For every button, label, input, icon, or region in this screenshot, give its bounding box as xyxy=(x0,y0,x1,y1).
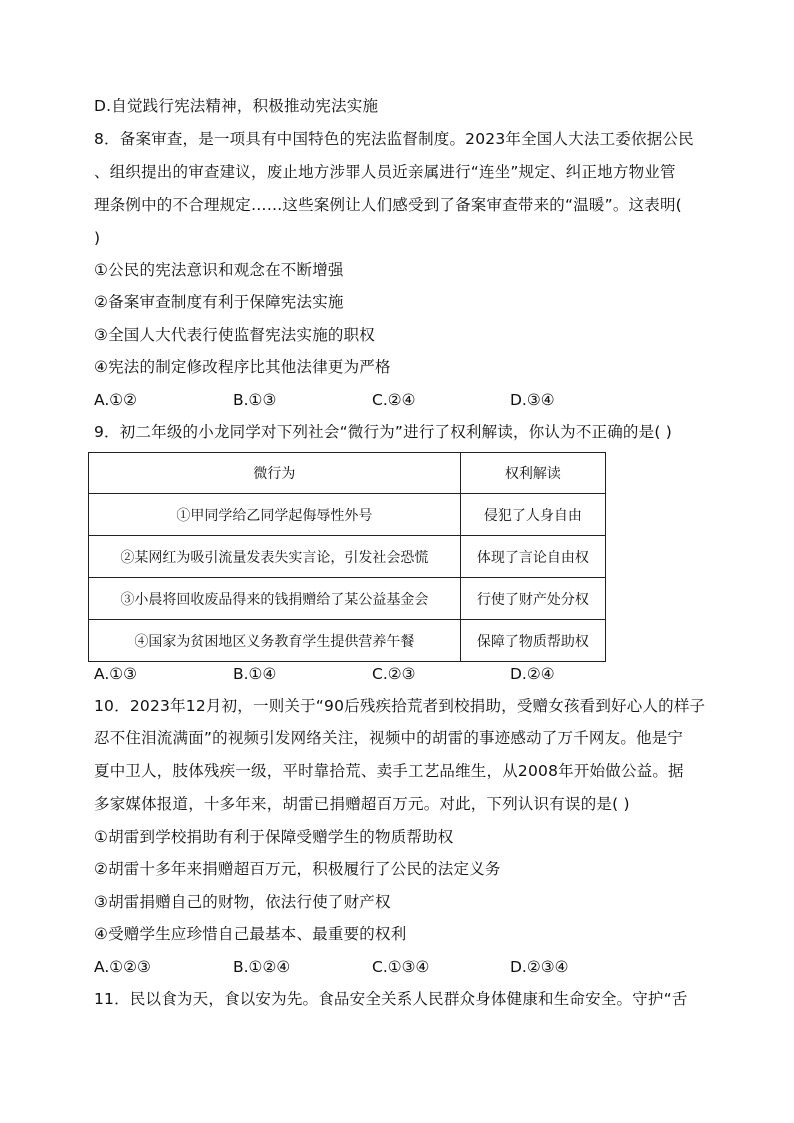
table-cell-rights: 保障了物质帮助权 xyxy=(460,620,605,662)
q9-stem: 9．初二年级的小龙同学对下列社会“微行为”进行了权利解读，你认为不正确的是( ) xyxy=(94,423,672,441)
q8-statement-2: ②备案审查制度有利于保障宪法实施 xyxy=(94,293,344,311)
q9-rights-table xyxy=(88,452,606,662)
q10-option-a[interactable]: A.①②③ xyxy=(94,958,151,976)
table-row xyxy=(89,536,606,578)
q8-statement-1: ①公民的宪法意识和观念在不断增强 xyxy=(94,261,344,279)
table-header-behavior: 微行为 xyxy=(89,453,461,494)
q10-stem-line-3: 夏中卫人，肢体残疾一级，平时靠拾荒、卖手工艺品维生，从2008年开始做公益。据 xyxy=(94,762,684,780)
table-header-row xyxy=(89,453,606,494)
table-cell-behavior: ④国家为贫困地区义务教育学生提供营养午餐 xyxy=(89,620,461,662)
table-cell-behavior: ②某网红为吸引流量发表失实言论，引发社会恐慌 xyxy=(89,536,461,578)
table-cell-behavior: ①甲同学给乙同学起侮辱性外号 xyxy=(89,494,461,536)
table-header-rights: 权利解读 xyxy=(460,453,605,494)
q10-stem-line-1: 10．2023年12月初，一则关于“90后残疾拾荒者到校捐助，受赠女孩看到好心人的样子 xyxy=(94,697,706,715)
q9-option-a[interactable]: A.①③ xyxy=(94,665,138,683)
table-cell-rights: 行使了财产处分权 xyxy=(460,578,605,620)
q10-options xyxy=(94,957,704,977)
q10-statement-4: ④受赠学生应珍惜自己最基本、最重要的权利 xyxy=(94,925,407,943)
q8-stem-line-3: 理条例中的不合理规定……这些案例让人们感受到了备案审查带来的“温暖”。这表明( xyxy=(94,196,682,214)
q8-option-b[interactable]: B.①③ xyxy=(233,391,277,409)
q10-statement-1: ①胡雷到学校捐助有利于保障受赠学生的物质帮助权 xyxy=(94,828,454,846)
table-row xyxy=(89,494,606,536)
q9-option-d[interactable]: D.②④ xyxy=(510,665,555,683)
q10-option-b[interactable]: B.①②④ xyxy=(233,958,291,976)
q10-stem-line-4: 多家媒体报道，十多年来，胡雷已捐赠超百万元。对此，下列认识有误的是( ) xyxy=(94,795,630,813)
table-cell-rights: 体现了言论自由权 xyxy=(460,536,605,578)
q7-option-d: D.自觉践行宪法精神，积极推动宪法实施 xyxy=(94,97,379,115)
table-cell-behavior: ③小晨将回收废品得来的钱捐赠给了某公益基金会 xyxy=(89,578,461,620)
q9-option-c[interactable]: C.②③ xyxy=(372,665,416,683)
q10-option-d[interactable]: D.②③④ xyxy=(510,958,569,976)
q9-option-b[interactable]: B.①④ xyxy=(233,665,277,683)
q9-options xyxy=(94,664,704,684)
q11-stem-line-1: 11．民以食为天，食以安为先。食品安全关系人民群众身体健康和生命安全。守护“舌 xyxy=(94,990,688,1008)
q10-statement-3: ③胡雷捐赠自己的财物，依法行使了财产权 xyxy=(94,893,391,911)
q8-option-d[interactable]: D.③④ xyxy=(510,391,555,409)
q8-option-c[interactable]: C.②④ xyxy=(372,391,416,409)
q8-statement-4: ④宪法的制定修改程序比其他法律更为严格 xyxy=(94,358,391,376)
q8-stem-line-2: 、组织提出的审查建议，废止地方涉罪人员近亲属进行“连坐”规定、纠正地方物业管 xyxy=(94,163,676,181)
q8-stem-line-4: ) xyxy=(94,229,101,247)
table-row xyxy=(89,620,606,662)
q10-statement-2: ②胡雷十多年来捐赠超百万元，积极履行了公民的法定义务 xyxy=(94,860,501,878)
q8-options xyxy=(94,390,704,410)
q8-statement-3: ③全国人大代表行使监督宪法实施的职权 xyxy=(94,326,375,344)
q10-stem-line-2: 忍不住泪流满面”的视频引发网络关注，视频中的胡雷的事迹感动了万千网友。他是宁 xyxy=(94,729,684,747)
q10-option-c[interactable]: C.①③④ xyxy=(372,958,430,976)
table-cell-rights: 侵犯了人身自由 xyxy=(460,494,605,536)
table-row xyxy=(89,578,606,620)
q8-option-a[interactable]: A.①② xyxy=(94,391,138,409)
q8-stem-line-1: 8．备案审查，是一项具有中国特色的宪法监督制度。2023年全国人大法工委依据公民 xyxy=(94,130,694,148)
